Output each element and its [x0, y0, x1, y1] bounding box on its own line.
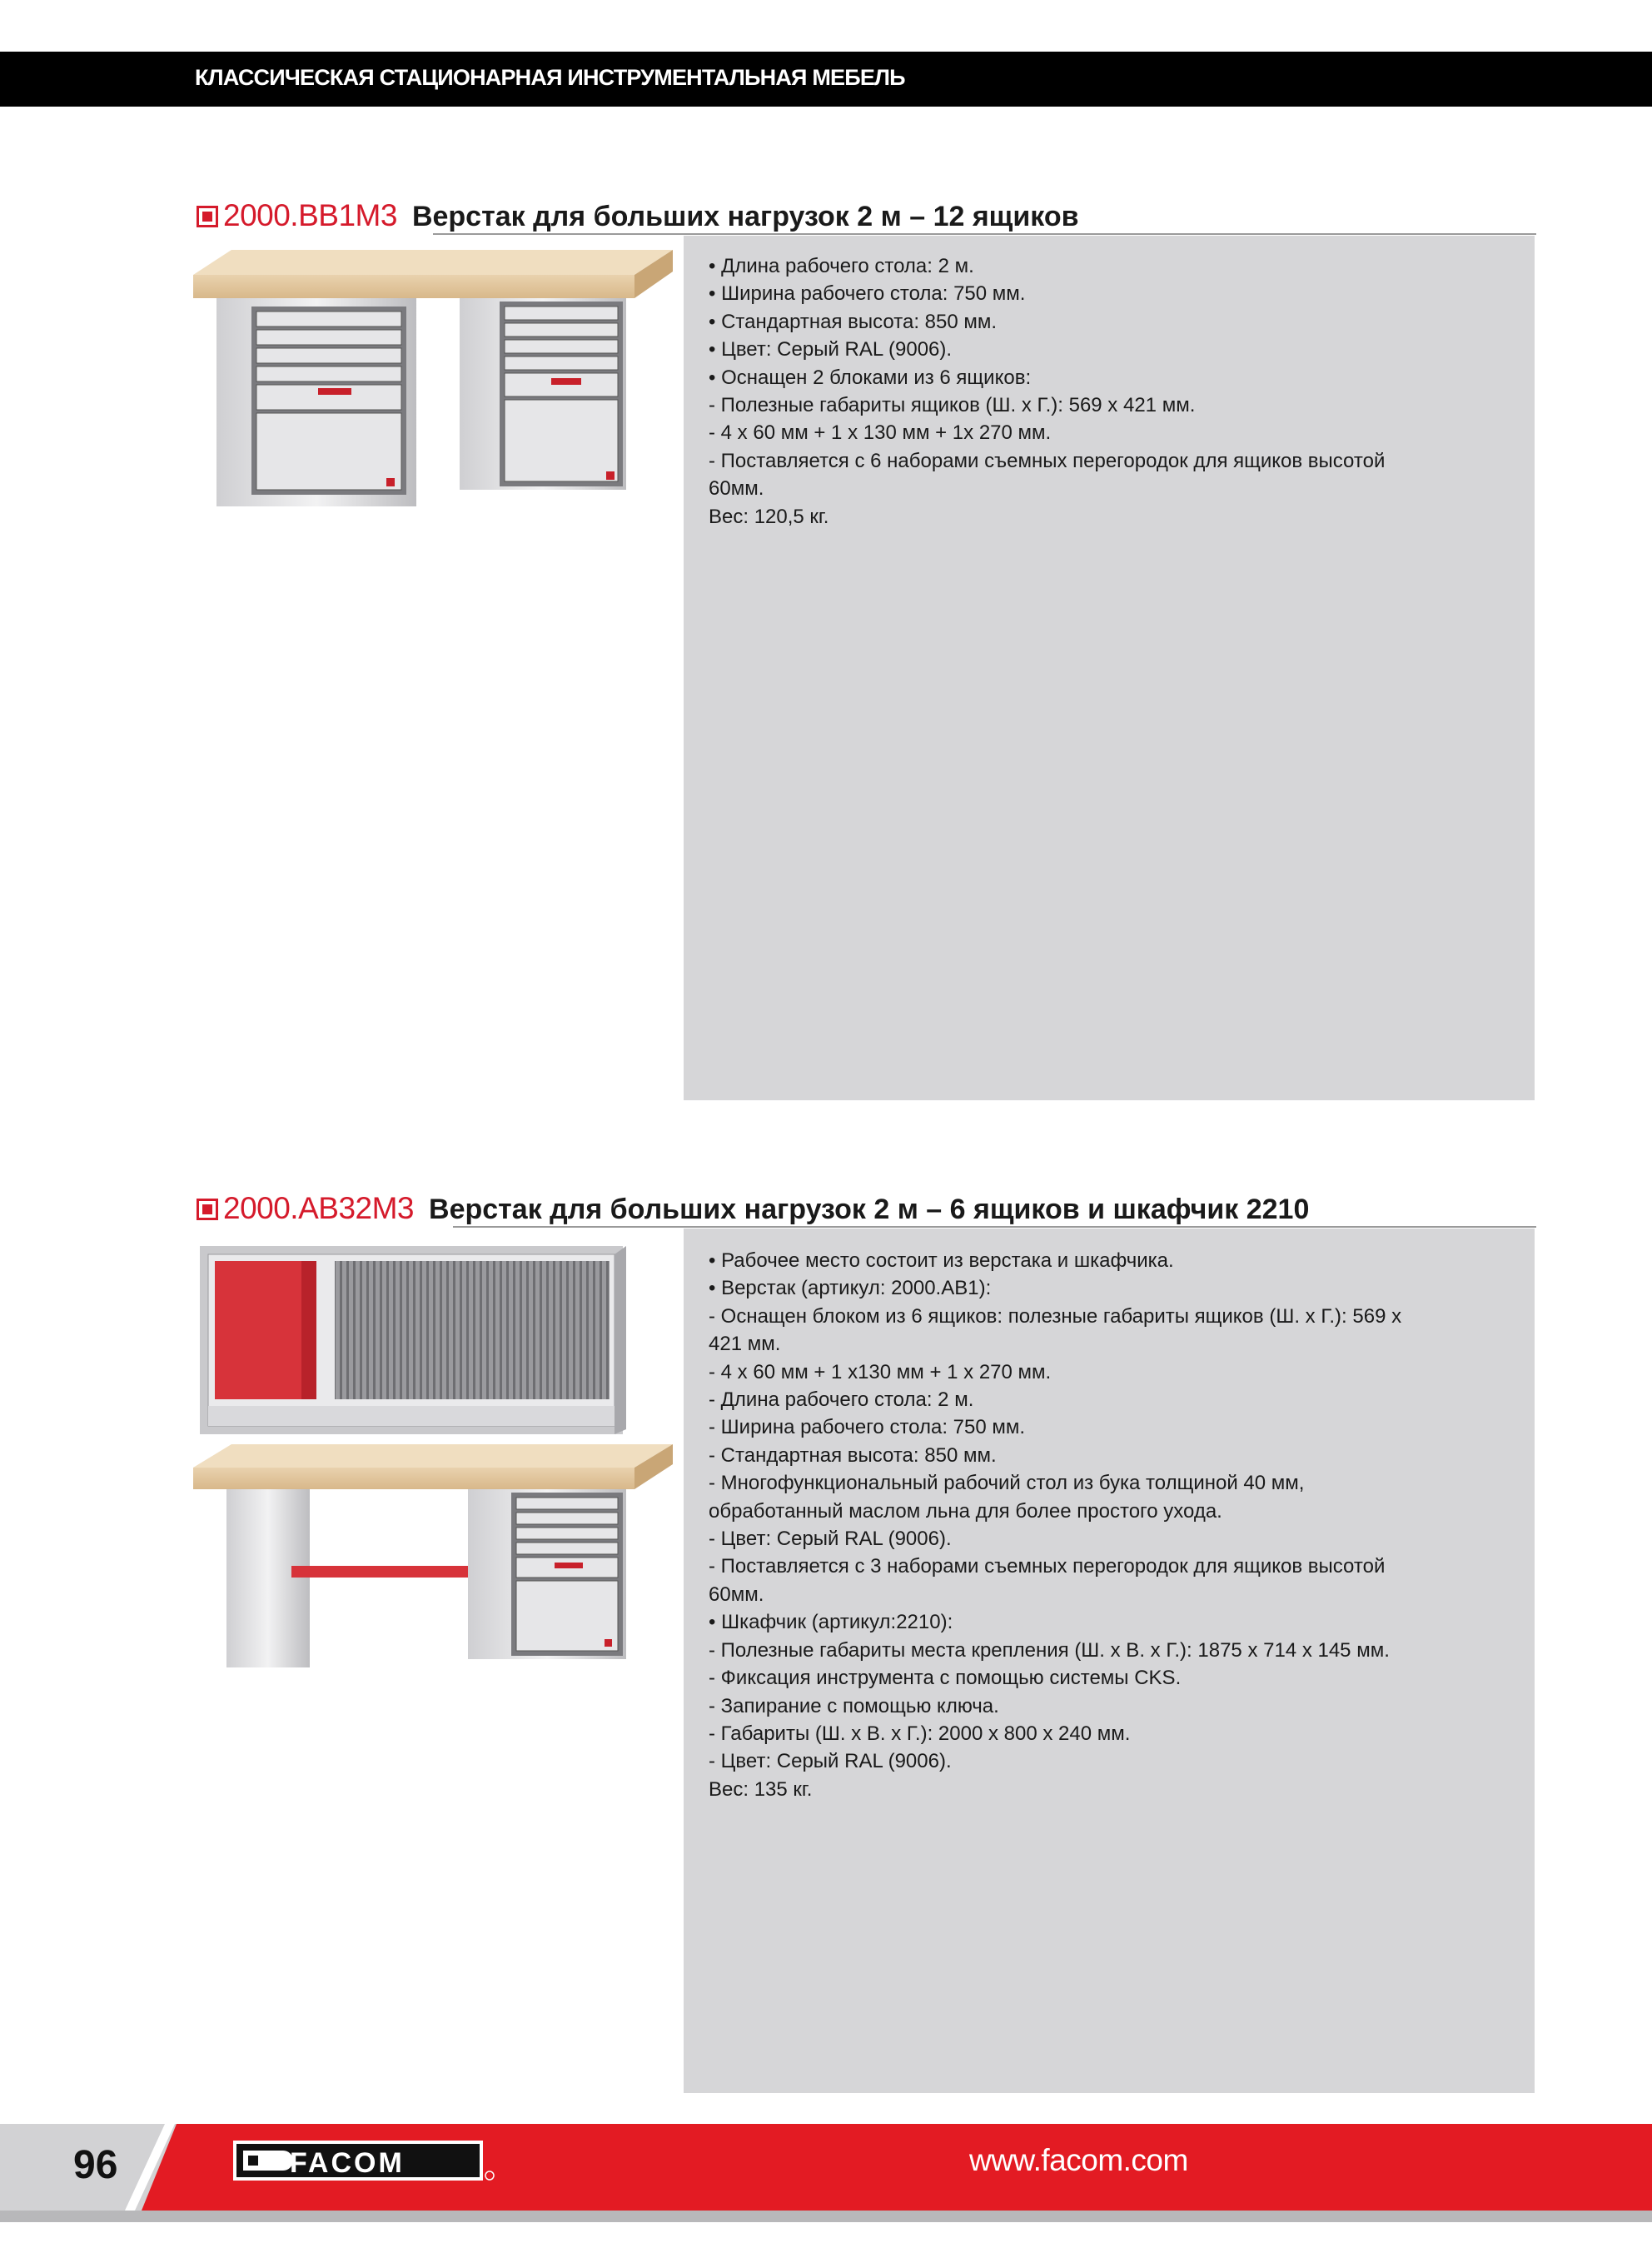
- spec-line: • Стандартная высота: 850 мм.: [709, 310, 998, 333]
- spec-line: обработанный маслом льна для более простого ухода.: [709, 1499, 1222, 1523]
- workbench-with-cabinet-image: [193, 1243, 673, 1674]
- product-heading: [197, 198, 1079, 233]
- spec-line: • Рабочее место состоит из верстака и шкафчика.: [709, 1249, 1174, 1272]
- product-title: Верстак для больших нагрузок 2 м – 12 ящиков: [411, 201, 1079, 232]
- spec-line: - Длина рабочего стола: 2 м.: [709, 1388, 974, 1412]
- spec-line: • Оснащен 2 блоками из 6 ящиков:: [709, 366, 1032, 389]
- page-header-title: КЛАССИЧЕСКАЯ СТАЦИОНАРНАЯ ИНСТРУМЕНТАЛЬНАЯ МЕБЕЛЬ: [195, 65, 905, 90]
- spec-line: - Стандартная высота: 850 мм.: [709, 1443, 997, 1467]
- product-title: Верстак для больших нагрузок 2 м – 6 ящиков и шкафчик 2210: [429, 1194, 1310, 1225]
- spec-line: Вес: 120,5 кг.: [709, 505, 829, 528]
- spec-line: - Полезные габариты места крепления (Ш. x В. x Г.): 1875 x 714 x 145 мм.: [709, 1638, 1390, 1662]
- spec-line: - Поставляется с 6 наборами съемных перегородок для ящиков высотой: [709, 449, 1386, 472]
- red-square-icon: [197, 206, 218, 227]
- spec-line: - Запирание с помощью ключа.: [709, 1694, 999, 1717]
- heading-rule: [453, 1226, 1536, 1228]
- spec-line: 421 мм.: [709, 1333, 781, 1356]
- spec-line: • Ширина рабочего стола: 750 мм.: [709, 282, 1026, 306]
- spec-line: - 4 x 60 мм + 1 x 130 мм + 1x 270 мм.: [709, 421, 1052, 445]
- spec-list: [709, 252, 1385, 531]
- page-number: 96: [73, 2143, 118, 2187]
- spec-line: • Длина рабочего стола: 2 м.: [709, 255, 974, 277]
- spec-line: • Верстак (артикул: 2000.AB1):: [709, 1277, 992, 1300]
- spec-line: - 4 x 60 мм + 1 x130 мм + 1 x 270 мм.: [709, 1360, 1052, 1383]
- spec-list: [709, 1247, 1401, 1803]
- spec-line: - Цвет: Серый RAL (9006).: [709, 1528, 952, 1551]
- spec-line: - Полезные габариты ящиков (Ш. x Г.): 569 x 421 мм.: [709, 394, 1196, 417]
- spec-line: - Оснащен блоком из 6 ящиков: полезные габариты ящиков (Ш. x Г.): 569 x: [709, 1304, 1402, 1328]
- spec-line: - Цвет: Серый RAL (9006).: [709, 1750, 952, 1773]
- spec-line: • Цвет: Серый RAL (9006).: [709, 338, 953, 361]
- website-url[interactable]: www.facom.com: [969, 2143, 1188, 2177]
- heading-rule: [433, 233, 1536, 235]
- footer-bottom-line: [0, 2211, 1652, 2222]
- product-heading: [197, 1191, 1309, 1226]
- spec-line: - Габариты (Ш. x В. x Г.): 2000 x 800 x 240 мм.: [709, 1722, 1131, 1745]
- spec-line: • Шкафчик (артикул:2210):: [709, 1611, 953, 1634]
- spec-line: - Многофункциональный рабочий стол из бука толщиной 40 мм,: [709, 1472, 1305, 1495]
- product-code: 2000.BB1M3: [223, 198, 397, 232]
- spec-line: - Ширина рабочего стола: 750 мм.: [709, 1416, 1026, 1439]
- facom-logo: [233, 2137, 500, 2184]
- workbench-12-drawers-image: [193, 247, 673, 513]
- spec-line: 60мм.: [709, 1583, 764, 1606]
- product-code: 2000.AB32M3: [223, 1191, 415, 1225]
- spec-line: 60мм.: [709, 477, 764, 501]
- red-square-icon: [197, 1199, 218, 1220]
- brand-name: FACOM: [290, 2147, 405, 2179]
- spec-line: - Фиксация инструмента с помощью системы CKS.: [709, 1667, 1182, 1690]
- spec-line: Вес: 135 кг.: [709, 1777, 813, 1801]
- spec-line: - Поставляется с 3 наборами съемных перегородок для ящиков высотой: [709, 1555, 1386, 1578]
